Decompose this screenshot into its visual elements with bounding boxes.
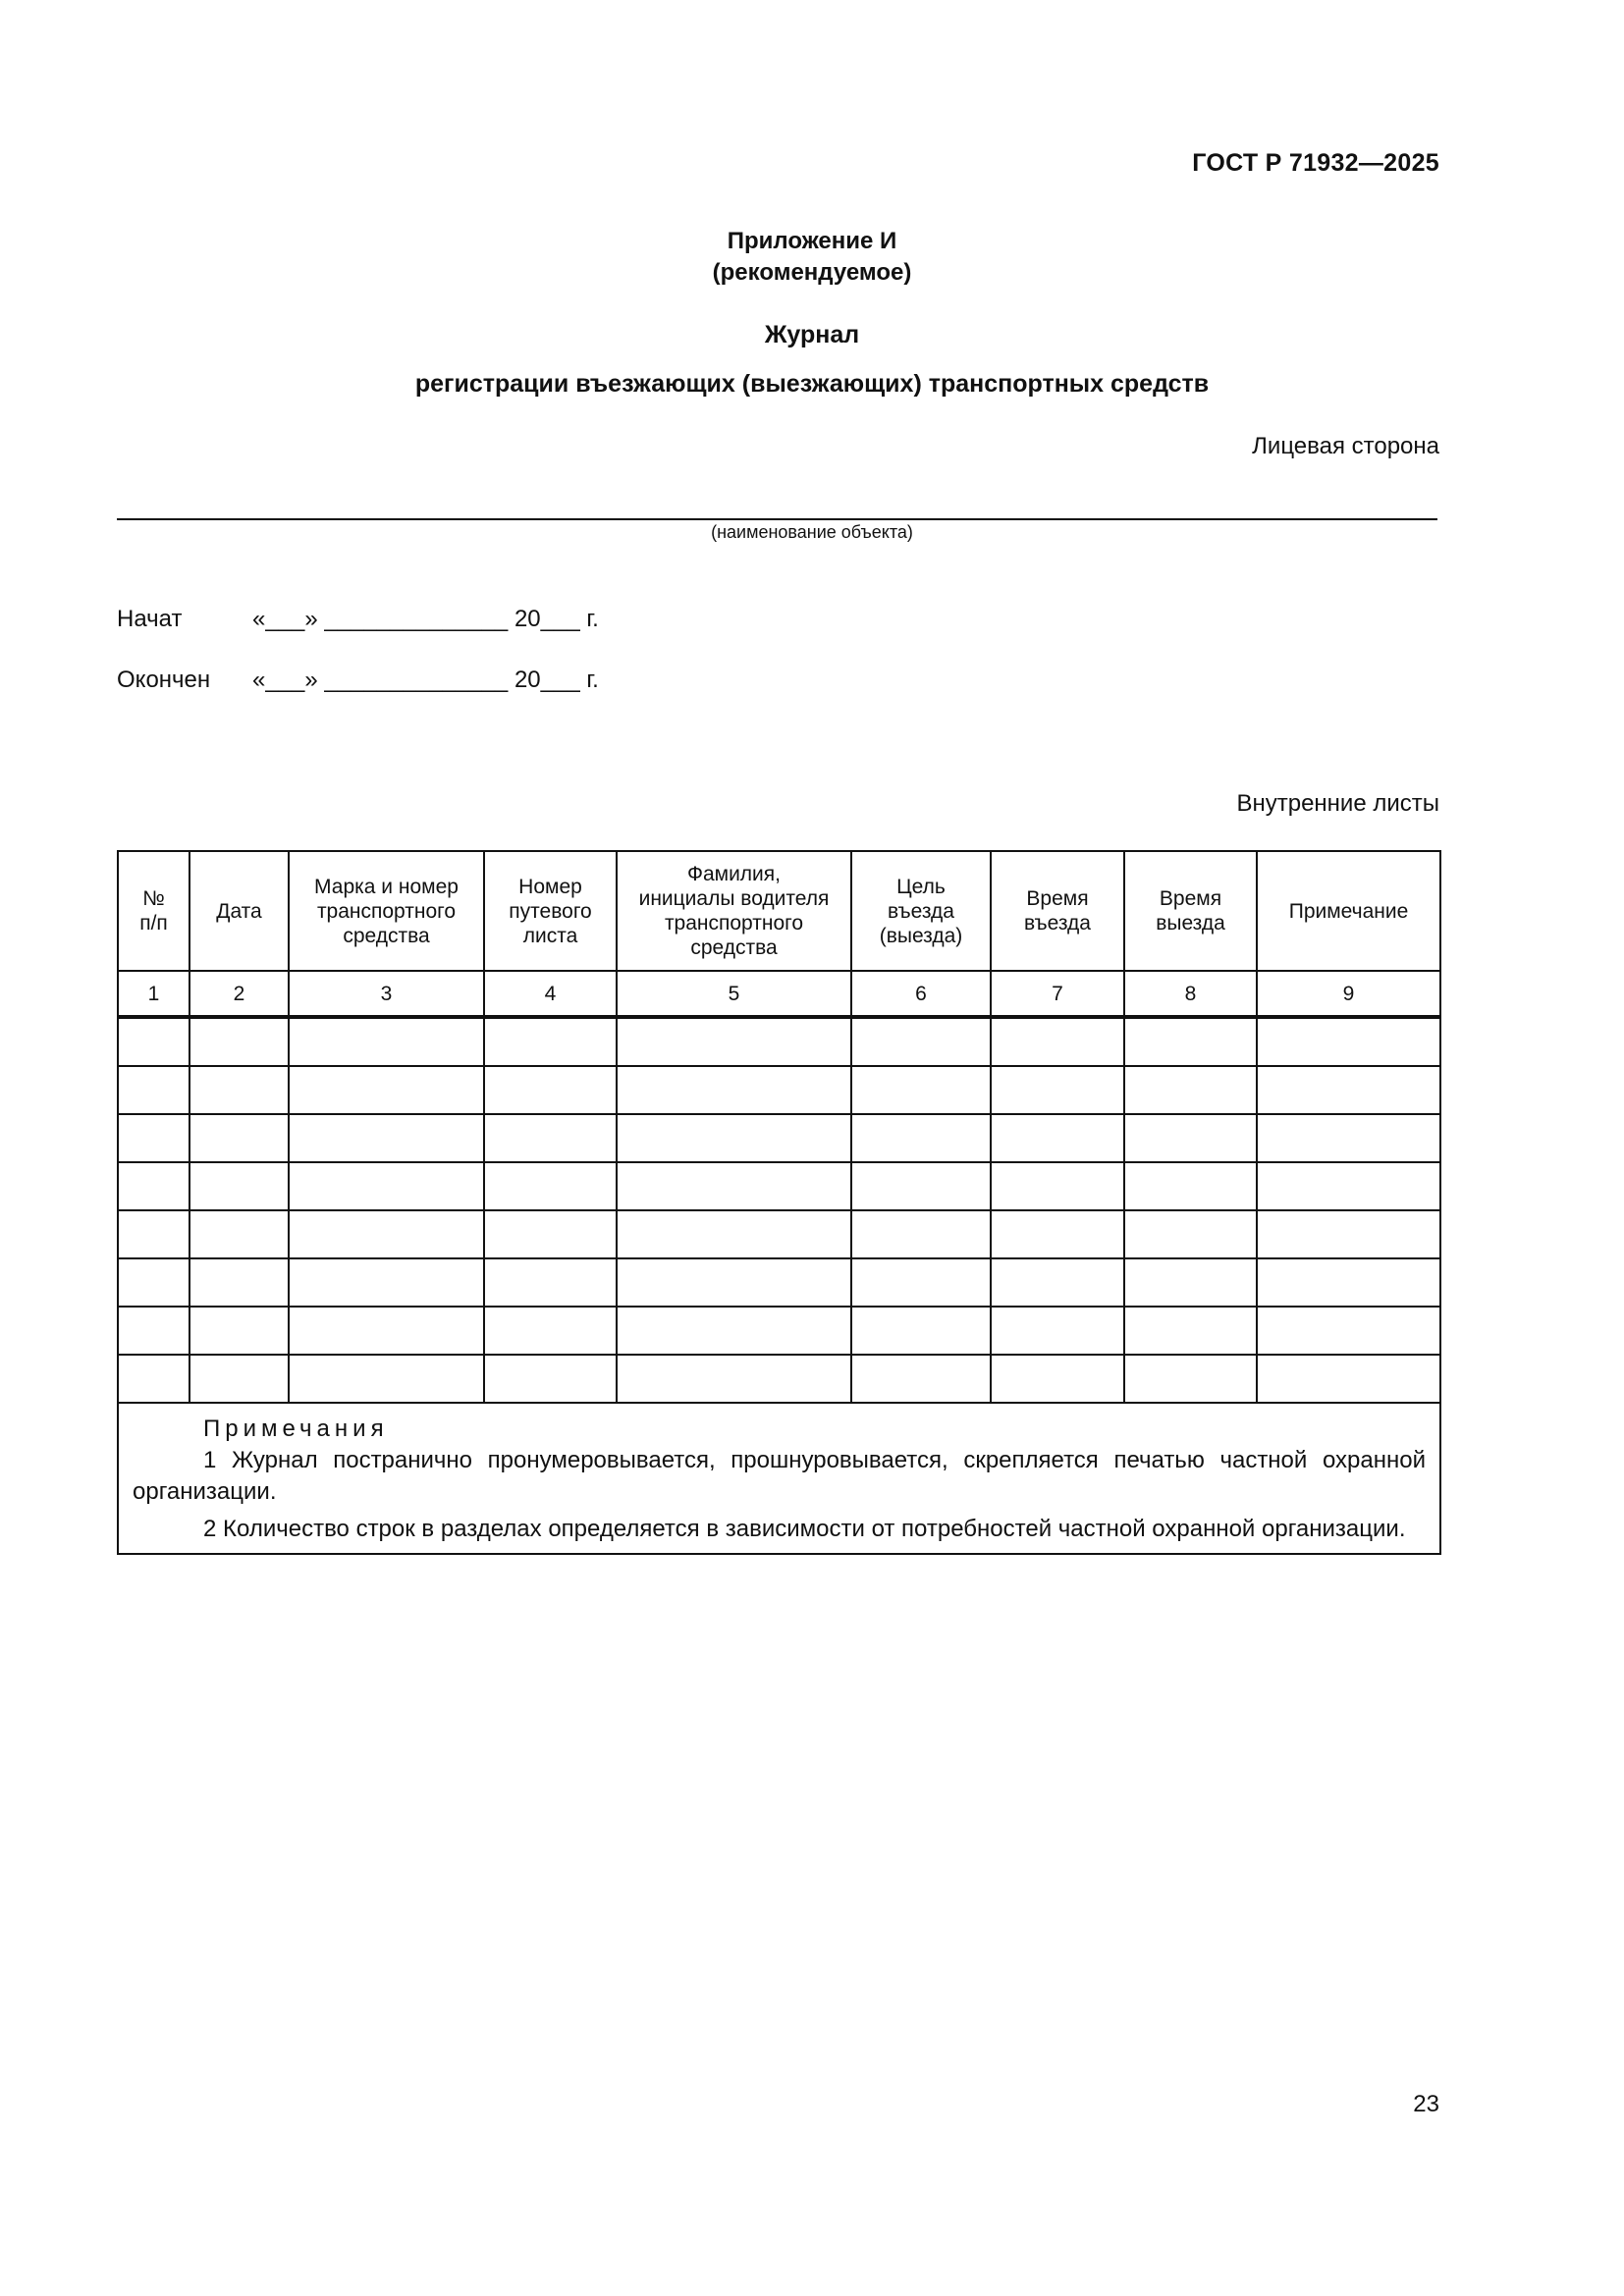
table-cell — [484, 1066, 617, 1114]
table-cell — [1124, 1307, 1257, 1355]
column-number: 3 — [289, 971, 484, 1017]
column-header-entry-time: Время въезда — [991, 851, 1124, 971]
table-cell — [1257, 1114, 1440, 1162]
table-cell — [851, 1307, 991, 1355]
table-cell — [289, 1017, 484, 1066]
started-row — [117, 606, 706, 635]
table-cell — [189, 1114, 289, 1162]
column-header-driver: Фамилия, инициалы водителя транспортного средства — [617, 851, 851, 971]
finished-date-field: «___» ______________ 20___ г. — [252, 667, 599, 693]
table-cell — [1257, 1017, 1440, 1066]
column-number: 2 — [189, 971, 289, 1017]
column-header-date: Дата — [189, 851, 289, 971]
note-item-2: 2 Количество строк в разделах определяется в зависимости от потребностей частной охранной организации. — [203, 1516, 1406, 1542]
journal-title: Журнал — [764, 321, 860, 348]
registration-table — [117, 850, 1441, 1555]
table-cell — [484, 1355, 617, 1403]
table-cell — [189, 1258, 289, 1307]
column-number: 7 — [991, 971, 1124, 1017]
column-header-purpose: Цель въезда (выезда) — [851, 851, 991, 971]
table-cell — [189, 1210, 289, 1258]
table-cell — [851, 1066, 991, 1114]
table-cell — [617, 1307, 851, 1355]
table-cell — [118, 1017, 189, 1066]
table-cell — [991, 1210, 1124, 1258]
table-row — [118, 1162, 1440, 1210]
column-header-exit-time: Время выезда — [1124, 851, 1257, 971]
table-cell — [118, 1355, 189, 1403]
table-row — [118, 1355, 1440, 1403]
table-cell — [991, 1162, 1124, 1210]
table-cell — [484, 1162, 617, 1210]
journal-subtitle: регистрации въезжающих (выезжающих) транспортных средств — [414, 370, 1210, 398]
standard-number: ГОСТ Р 71932—2025 — [1192, 149, 1439, 177]
table-cell — [484, 1210, 617, 1258]
notes-cell — [118, 1403, 1440, 1554]
cover-side-label: Лицевая сторона — [1252, 433, 1439, 459]
finished-label: Окончен — [117, 667, 211, 693]
table-cell — [289, 1114, 484, 1162]
table-row — [118, 1307, 1440, 1355]
note-item-1: 1 Журнал постранично пронумеровывается, прошнуровывается, скрепляется печатью частной охранной организации. — [133, 1447, 1426, 1505]
column-number: 6 — [851, 971, 991, 1017]
table-cell — [991, 1017, 1124, 1066]
table-cell — [189, 1162, 289, 1210]
table-cell — [617, 1114, 851, 1162]
table-cell — [1257, 1355, 1440, 1403]
table-cell — [289, 1355, 484, 1403]
table-cell — [118, 1162, 189, 1210]
table-cell — [617, 1355, 851, 1403]
table-row — [118, 1066, 1440, 1114]
table-cell — [851, 1162, 991, 1210]
table-row — [118, 1210, 1440, 1258]
table-cell — [484, 1258, 617, 1307]
table-cell — [617, 1210, 851, 1258]
table-cell — [484, 1017, 617, 1066]
table-row — [118, 1017, 1440, 1066]
table-cell — [1124, 1258, 1257, 1307]
table-cell — [851, 1355, 991, 1403]
column-number: 5 — [617, 971, 851, 1017]
table-cell — [289, 1307, 484, 1355]
table-cell — [617, 1017, 851, 1066]
table-cell — [991, 1355, 1124, 1403]
table-cell — [1124, 1066, 1257, 1114]
page-number: 23 — [1413, 2091, 1439, 2117]
table-cell — [617, 1066, 851, 1114]
table-cell — [851, 1114, 991, 1162]
column-number: 1 — [118, 971, 189, 1017]
table-cell — [289, 1066, 484, 1114]
table-cell — [118, 1258, 189, 1307]
table-cell — [289, 1162, 484, 1210]
table-cell — [1124, 1114, 1257, 1162]
table-cell — [189, 1066, 289, 1114]
inner-pages-label: Внутренние листы — [1236, 790, 1439, 817]
table-cell — [991, 1066, 1124, 1114]
table-cell — [991, 1258, 1124, 1307]
table-cell — [617, 1162, 851, 1210]
started-label: Начат — [117, 606, 183, 632]
column-number: 4 — [484, 971, 617, 1017]
table-cell — [991, 1114, 1124, 1162]
table-cell — [1257, 1307, 1440, 1355]
column-number: 9 — [1257, 971, 1440, 1017]
column-number: 8 — [1124, 971, 1257, 1017]
table-row — [118, 1258, 1440, 1307]
column-header-note: Примечание — [1257, 851, 1440, 971]
appendix-status: (рекомендуемое) — [712, 259, 912, 286]
table-cell — [484, 1307, 617, 1355]
table-cell — [118, 1210, 189, 1258]
notes-row — [118, 1403, 1440, 1554]
table-cell — [189, 1307, 289, 1355]
table-cell — [1124, 1355, 1257, 1403]
table-cell — [118, 1066, 189, 1114]
table-row — [118, 1114, 1440, 1162]
table-cell — [118, 1114, 189, 1162]
table-cell — [484, 1114, 617, 1162]
table-cell — [617, 1258, 851, 1307]
table-cell — [991, 1307, 1124, 1355]
table-cell — [189, 1355, 289, 1403]
finished-row — [117, 667, 706, 696]
table-cell — [118, 1307, 189, 1355]
column-header-waybill: Номер путевого листа — [484, 851, 617, 971]
table-cell — [1124, 1017, 1257, 1066]
table-cell — [851, 1258, 991, 1307]
object-name-line — [117, 518, 1437, 520]
started-date-field: «___» ______________ 20___ г. — [252, 606, 599, 632]
column-header-number: № п/п — [118, 851, 189, 971]
table-cell — [1257, 1162, 1440, 1210]
notes-title: Примечания — [203, 1415, 389, 1442]
table-cell — [1257, 1066, 1440, 1114]
table-cell — [289, 1210, 484, 1258]
appendix-title: Приложение И — [727, 228, 897, 254]
table-cell — [851, 1210, 991, 1258]
table-cell — [1124, 1162, 1257, 1210]
table-cell — [1124, 1210, 1257, 1258]
table-cell — [1257, 1258, 1440, 1307]
table-cell — [289, 1258, 484, 1307]
table-cell — [1257, 1210, 1440, 1258]
table-cell — [189, 1017, 289, 1066]
table-cell — [851, 1017, 991, 1066]
object-name-caption: (наименование объекта) — [711, 522, 913, 542]
column-header-vehicle: Марка и номер транспортного средства — [289, 851, 484, 971]
